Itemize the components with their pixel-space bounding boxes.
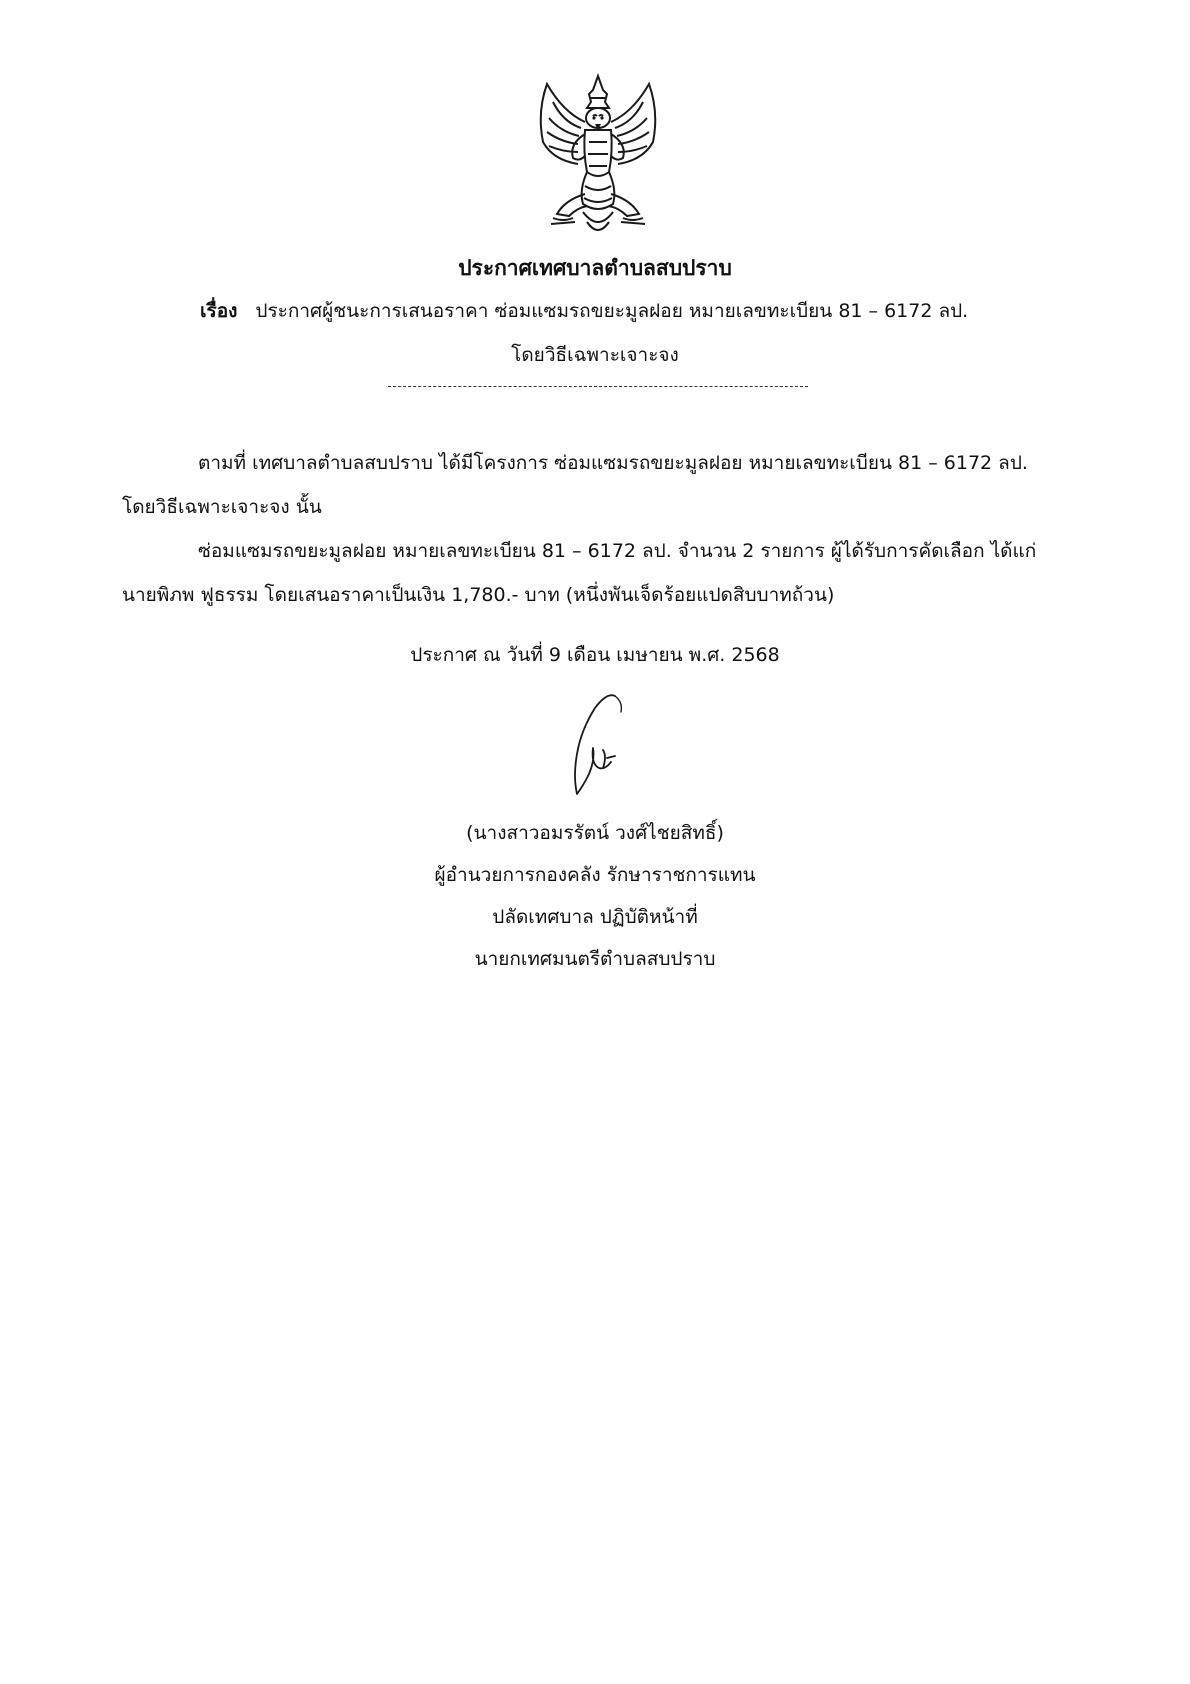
document-title: ประกาศเทศบาลตำบลสบปราบ [458,256,732,280]
subject-line [200,296,968,326]
subject-text: ประกาศผู้ชนะการเสนอราคา ซ่อมแซมรถขยะมูลฝอย หมายเลขทะเบียน 81 – 6172 ลป. [255,300,969,322]
signatory-position-2: ปลัดเทศบาล ปฏิบัติหน้าที่ [492,906,698,928]
signatory-name: (นางสาวอมรรัตน์ วงศ์ไชยสิทธิ์) [466,822,724,844]
announcement-date: ประกาศ ณ วันที่ 9 เดือน เมษายน พ.ศ. 2568 [410,644,780,666]
signatory-position-1: ผู้อำนวยการกองคลัง รักษาราชการแทน [434,864,756,886]
subject-label: เรื่อง [200,300,238,322]
paragraph-1-line-1: ตามที่ เทศบาลตำบลสบปราบ ได้มีโครงการ ซ่อมแซมรถขยะมูลฝอย หมายเลขทะเบียน 81 – 6172 ลป. [198,452,1028,474]
divider-line [388,386,808,387]
handwritten-signature-icon [555,690,645,800]
paragraph-1-line-2: โดยวิธีเฉพาะเจาะจง นั้น [122,496,322,518]
garuda-emblem-icon [523,72,673,242]
subject-method: โดยวิธีเฉพาะเจาะจง [511,344,679,366]
paragraph-2-line-2: นายพิภพ ฟูธรรม โดยเสนอราคาเป็นเงิน 1,780.- บาท (หนึ่งพันเจ็ดร้อยแปดสิบบาทถ้วน) [122,584,835,606]
signatory-position-3: นายกเทศมนตรีตำบลสบปราบ [474,948,716,970]
paragraph-2-line-1: ซ่อมแซมรถขยะมูลฝอย หมายเลขทะเบียน 81 – 6172 ลป. จำนวน 2 รายการ ผู้ได้รับการคัดเลือก ได้แก่ [198,540,1037,562]
